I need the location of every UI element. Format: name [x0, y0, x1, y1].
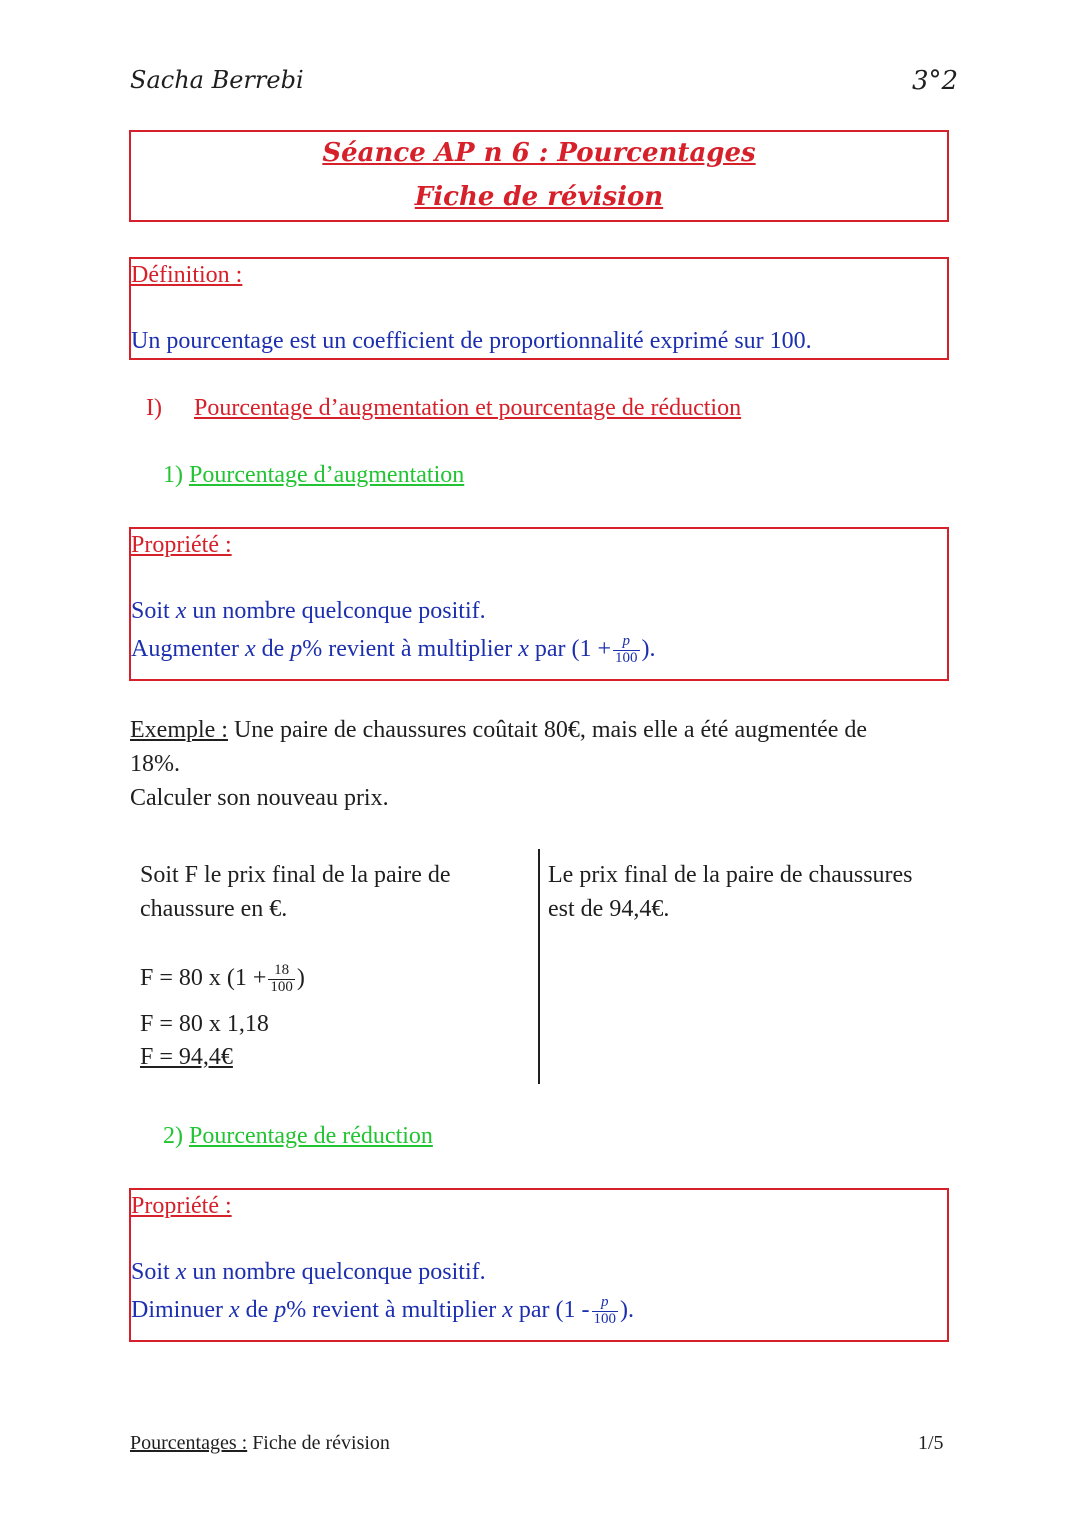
definition-box: [129, 257, 949, 360]
definition-text: Un pourcentage est un coefficient de proportionnalité exprimé sur 100.: [131, 328, 812, 354]
fraction-18-over-100: $\frac{18}{100}$: [270, 962, 293, 995]
footer-text: Fiche de révision: [247, 1432, 390, 1454]
author-name: Sacha Berrebi: [130, 66, 304, 94]
solution-right-line-1: Le prix final de la paire de chaussures: [548, 862, 913, 888]
page-number: 1/5: [918, 1432, 944, 1454]
example-line-3: Calculer son nouveau prix.: [130, 785, 389, 811]
section-1-heading: [146, 392, 741, 426]
subsection-1-title: Pourcentage d’augmentation: [189, 462, 465, 488]
title-line-2: Fiche de révision: [414, 182, 664, 212]
class-code: 3°2: [912, 66, 959, 96]
property-1-line-2: Augmenter x de p% revient à multiplier x par (1 + $\frac{p}{100}$ ).: [131, 633, 656, 666]
solution-right: [548, 858, 913, 926]
subsection-2-number: 2): [163, 1123, 183, 1149]
subsection-2-title: Pourcentage de réduction: [189, 1123, 433, 1149]
property-1-box: [129, 527, 949, 681]
property-1-label: Propriété :: [131, 532, 232, 558]
definition-label: Définition :: [131, 262, 243, 288]
column-divider: [538, 849, 540, 1084]
calc-line-2: F = 80 x 1,18: [140, 1011, 269, 1037]
solution-left-line-2: chaussure en €.: [140, 896, 288, 922]
title-line-1: Séance AP n 6 : Pourcentages: [322, 138, 756, 168]
fraction-p-over-100: $\frac{p}{100}$: [593, 1294, 617, 1327]
example-line-2: 18%.: [130, 751, 180, 777]
calc-line-1: F = 80 x (1 + $\frac{18}{100}$ ): [140, 962, 305, 995]
footer-label: Pourcentages :: [130, 1432, 248, 1454]
solution-left: [140, 858, 451, 926]
fraction-p-over-100: $\frac{p}{100}$: [615, 633, 638, 666]
calc-line-3-result: F = 94,4€: [140, 1044, 233, 1070]
property-2-box: [129, 1188, 949, 1342]
title-box: [129, 130, 949, 222]
subsection-2-heading: [163, 1120, 433, 1154]
section-1-title: Pourcentage d’augmentation et pourcentage de réduction: [193, 395, 742, 421]
property-2-line-2: Diminuer x de p% revient à multiplier x par (1 - $\frac{p}{100}$ ).: [131, 1294, 635, 1327]
section-1-number: I): [146, 395, 162, 421]
solution-right-line-2: est de 94,4€.: [548, 896, 670, 922]
footer-left: [130, 1432, 390, 1455]
property-1-line-1: Soit x un nombre quelconque positif.: [131, 598, 486, 624]
example-block: [130, 713, 867, 815]
subsection-1-number: 1): [163, 462, 183, 488]
example-line-1: Exemple : Une paire de chaussures coûtait 80€, mais elle a été augmentée de: [130, 717, 868, 743]
subsection-1-heading: [163, 459, 464, 493]
property-2-label: Propriété :: [131, 1193, 232, 1219]
property-2-line-1: Soit x un nombre quelconque positif.: [131, 1259, 486, 1285]
solution-left-line-1: Soit F le prix final de la paire de: [140, 862, 451, 888]
example-label: Exemple :: [130, 717, 228, 743]
